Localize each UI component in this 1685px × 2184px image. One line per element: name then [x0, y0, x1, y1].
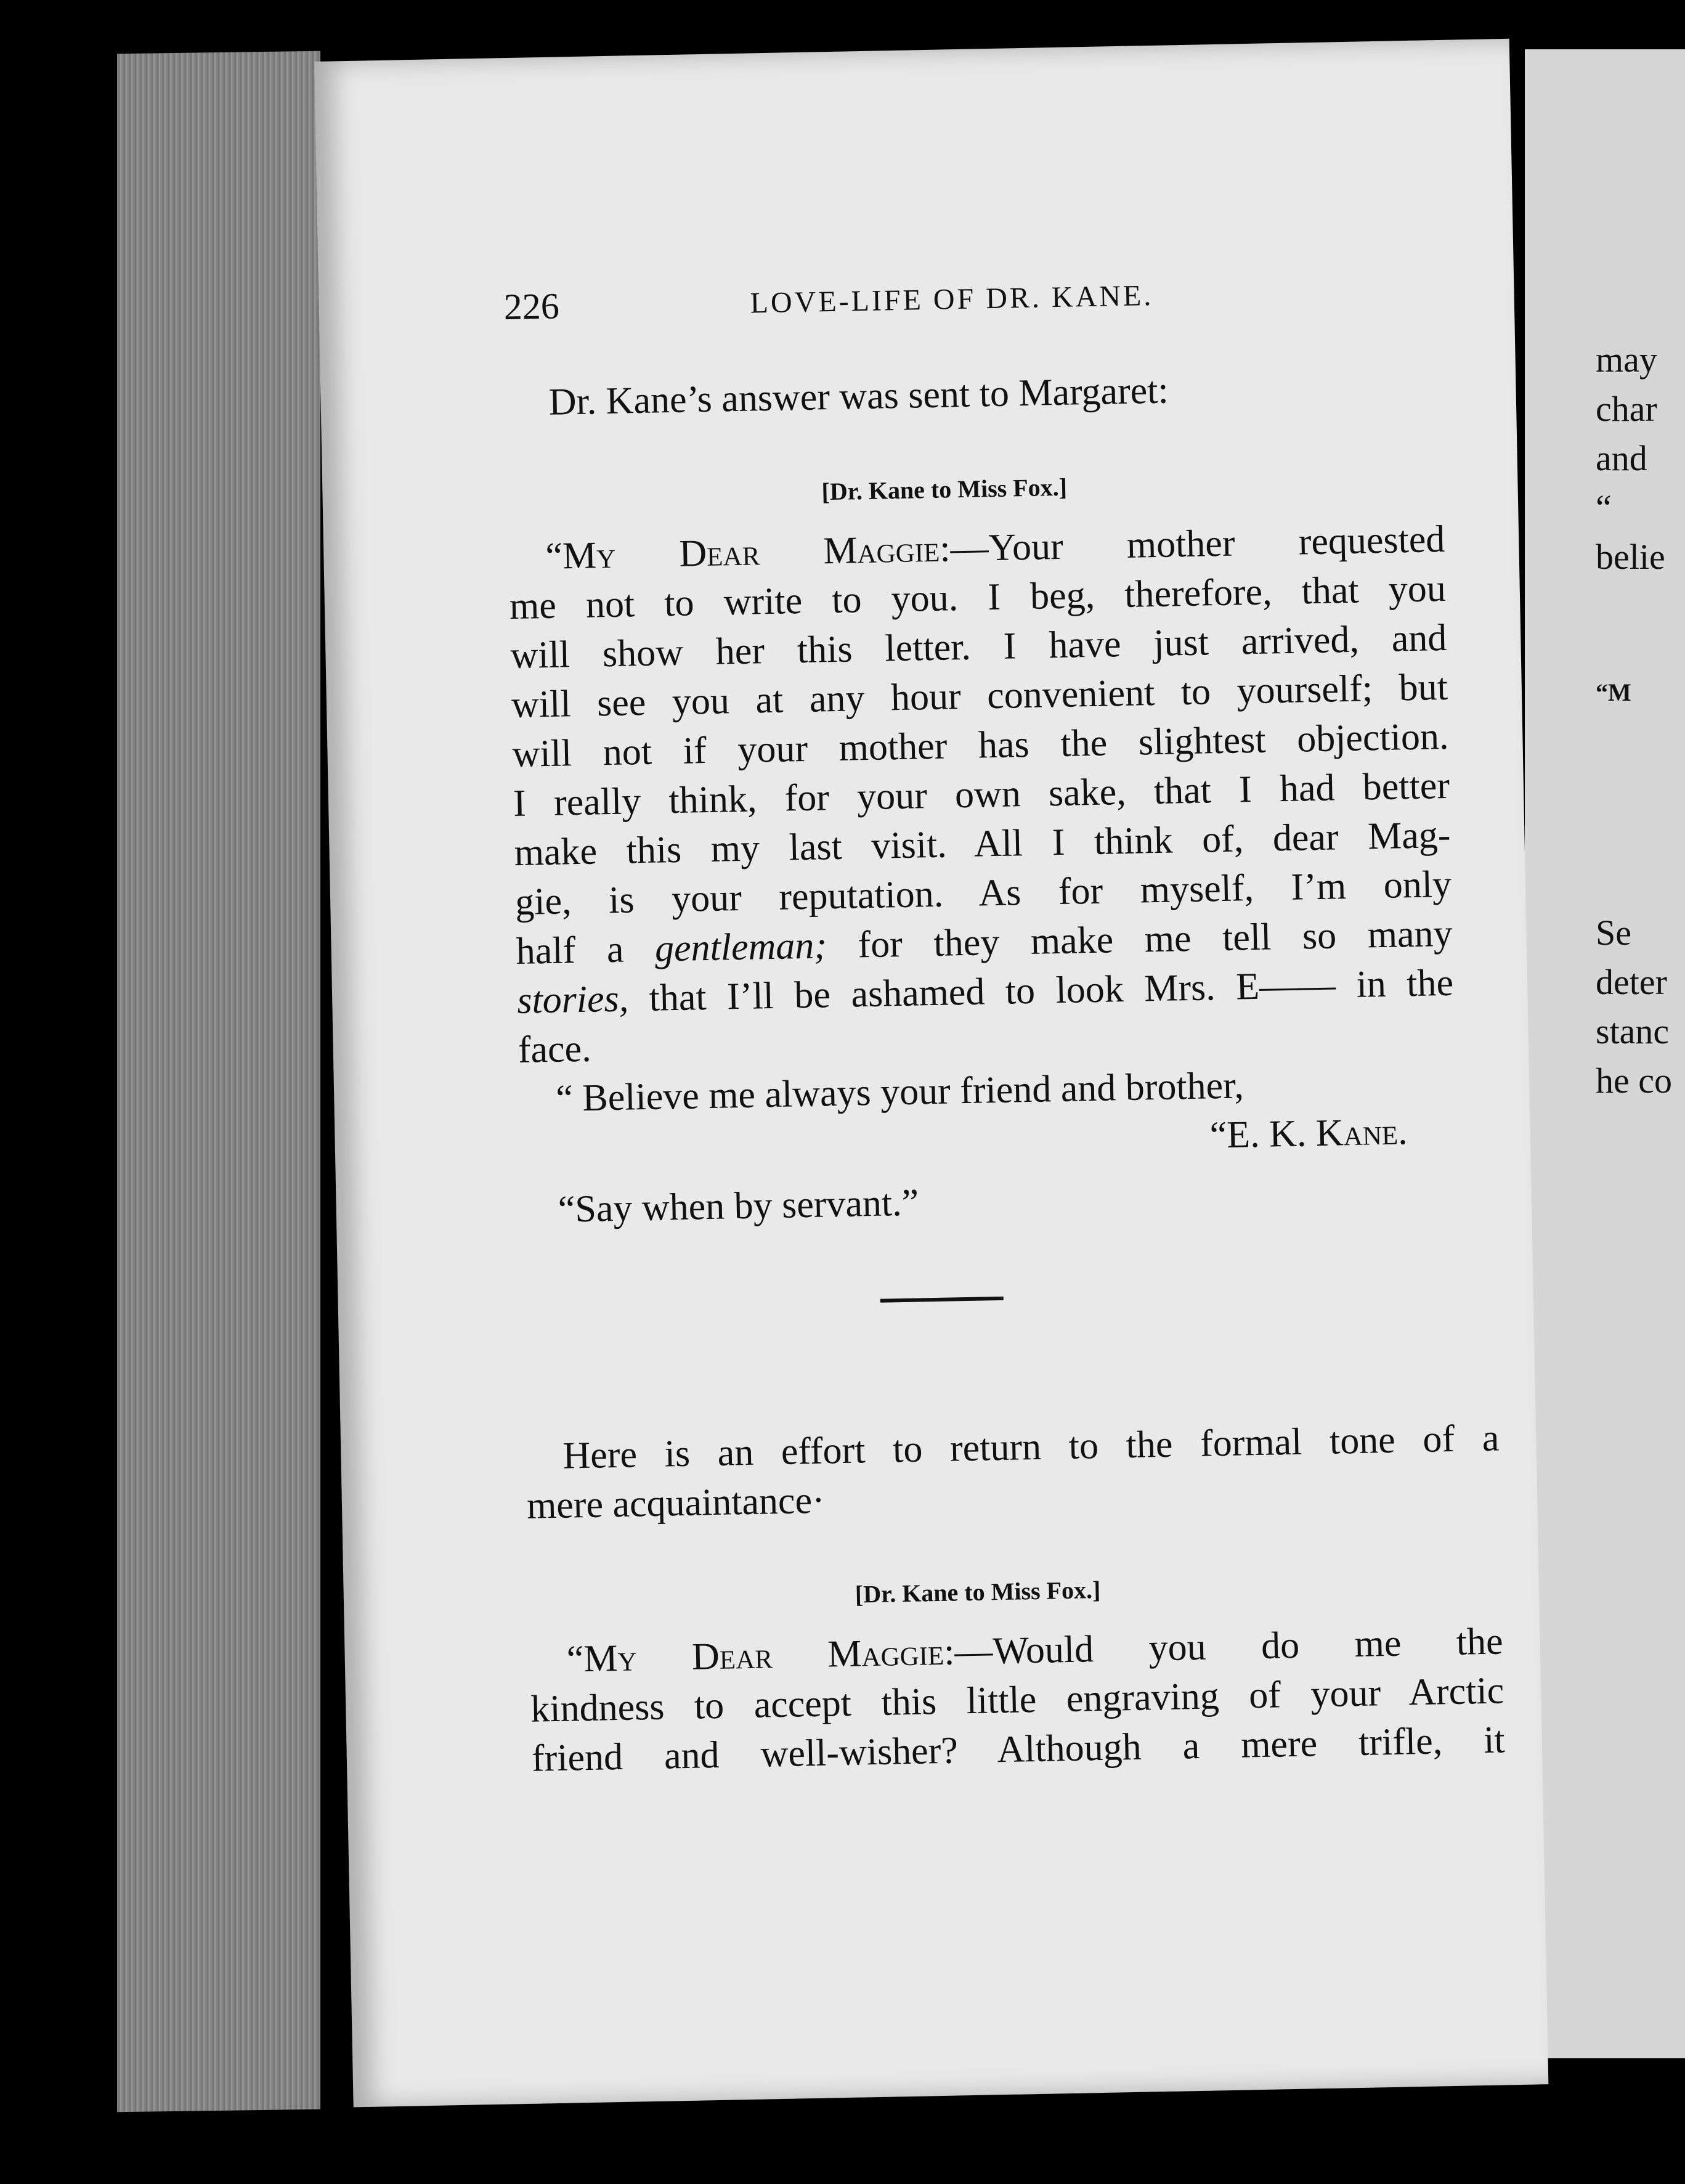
facing-page-fragment: “M — [1596, 678, 1631, 706]
letter-line: will show her this letter. I have just arrived, and — [510, 616, 1447, 677]
letter-signature: “E. K. Kane. — [1209, 1110, 1408, 1157]
facing-page-fragment: char — [1596, 389, 1657, 429]
letter-line: me not to write to you. I beg, therefore, that you — [509, 567, 1447, 628]
letter-line: stories, that I’ll be ashamed to look Mrs. E—— in the — [516, 961, 1454, 1022]
letter-closing: “ Believe me always your friend and brother, — [555, 1064, 1244, 1120]
intro-paragraph-2-cont: mere acquaintance· — [526, 1479, 826, 1527]
letter-source-note: [Dr. Kane to Miss Fox.] — [821, 473, 1068, 506]
letter-line: face. — [518, 1027, 592, 1071]
facing-page-fragment: he co — [1596, 1061, 1672, 1101]
page-header — [503, 269, 1379, 335]
letter-line: I really think, for your own sake, that I had better — [513, 764, 1450, 825]
letter-line: kindness to accept this little engraving of your Arctic — [530, 1669, 1504, 1730]
facing-page-fragment: deter — [1596, 962, 1667, 1002]
salutation: “My Dear Maggie — [545, 528, 940, 577]
letter-line: will see you at any hour convenient to yourself; but — [511, 666, 1448, 727]
emphasis: gentleman; — [654, 924, 827, 970]
letter-postscript: “Say when by servant.” — [558, 1181, 919, 1231]
book-page-edges — [117, 51, 320, 2113]
intro-paragraph-1: Dr. Kane’s answer was sent to Margaret: — [548, 369, 1169, 423]
letter-line: “My Dear Maggie:—Your mother requested — [545, 518, 1445, 577]
salutation: “My Dear Maggie — [566, 1631, 944, 1681]
letter-line: will not if your mother has the slightest objection. — [511, 715, 1450, 776]
letter-line: friend and well-wisher? Although a mere trifle, it — [531, 1719, 1506, 1780]
letter-line: gie, is your reputation. As for myself, I’m only — [514, 863, 1452, 923]
facing-page-fragment: and — [1596, 438, 1647, 478]
facing-page-fragment: stanc — [1596, 1011, 1670, 1051]
intro-paragraph-2: Here is an effort to return to the formal tone of a — [562, 1417, 1500, 1477]
book-page — [314, 39, 1548, 2108]
section-divider — [880, 1297, 1004, 1303]
facing-page — [1525, 49, 1685, 2058]
facing-page-fragment: Se — [1596, 913, 1631, 953]
facing-page-fragment: may — [1596, 340, 1657, 380]
facing-page-fragment: “ — [1596, 487, 1612, 528]
letter-line: “My Dear Maggie:—Would you do me the — [566, 1620, 1504, 1681]
running-head: LOVE-LIFE OF DR. KANE. — [750, 279, 1154, 320]
letter-source-note: [Dr. Kane to Miss Fox.] — [855, 1575, 1101, 1608]
emphasis: stories, — [516, 977, 629, 1022]
letter-line: half a gentleman; for they make me tell so many — [516, 912, 1453, 972]
letter-line: make this my last visit. All I think of, dear Mag- — [514, 813, 1452, 874]
page-number: 226 — [503, 285, 560, 328]
facing-page-fragment: belie — [1596, 537, 1665, 577]
